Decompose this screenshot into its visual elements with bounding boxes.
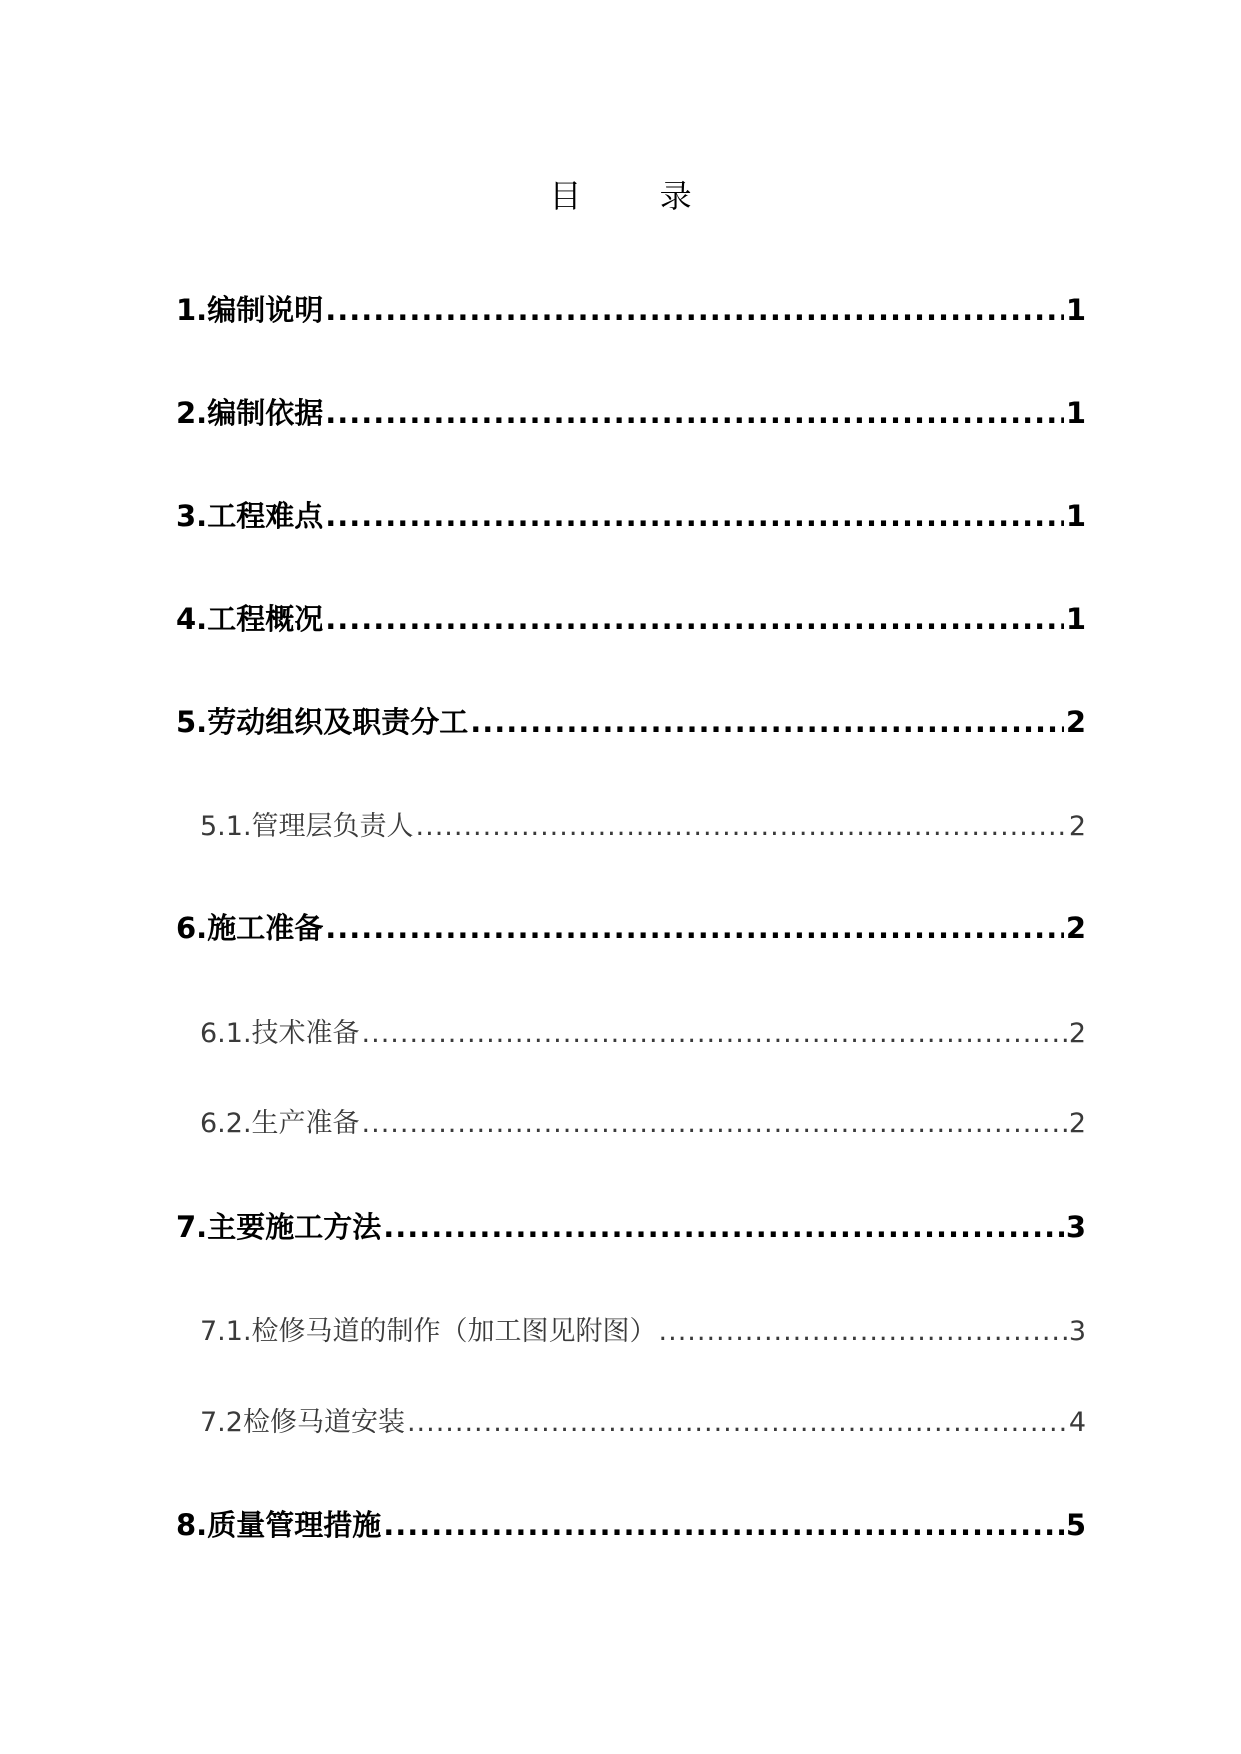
toc-page-number: 3 [1065,1210,1086,1244]
toc-entry-1[interactable] [176,288,1086,329]
toc-page-number: 2 [1068,811,1086,842]
toc-entry-label: 5.劳动组织及职责分工 [176,705,469,739]
toc-entry-label: 7.1.检修马道的制作（加工图见附图） [200,1316,657,1347]
dot-leader [407,1407,1067,1438]
toc-entry-label: 1.编制说明 [176,293,324,327]
toc-entry-label: 2.编制依据 [176,396,324,430]
toc-entry-3[interactable] [176,494,1086,535]
page-title: 目 录 [549,177,726,215]
toc-entry-label: 7.主要施工方法 [176,1210,382,1244]
dot-leader [659,1316,1067,1347]
toc-entry-label: 7.2检修马道安装 [200,1407,405,1438]
dot-leader [325,499,1064,533]
toc-entry-label: 3.工程难点 [176,499,324,533]
dot-leader [383,1508,1064,1542]
toc-entry-label: 4.工程概况 [176,602,324,636]
toc-page-number: 3 [1068,1316,1086,1347]
toc-entry-label: 6.1.技术准备 [200,1018,360,1049]
toc-entry-2[interactable] [176,391,1086,432]
toc-page-number: 2 [1068,1018,1086,1049]
dot-leader [325,911,1064,945]
toc-page-number: 4 [1068,1407,1086,1438]
dot-leader [383,1210,1064,1244]
dot-leader [362,1018,1067,1049]
toc-entry-5[interactable] [176,700,1086,741]
toc-entry-7-1[interactable] [200,1309,1086,1348]
toc-entry-8[interactable] [176,1503,1086,1544]
toc-entry-label: 6.2.生产准备 [200,1108,360,1139]
toc-entry-6[interactable] [176,906,1086,947]
dot-leader [362,1108,1067,1139]
toc-page-number: 2 [1065,705,1086,739]
toc-entry-label: 8.质量管理措施 [176,1508,382,1542]
toc-entry-4[interactable] [176,597,1086,638]
toc-entry-6-2[interactable] [200,1101,1086,1140]
toc-entry-7-2[interactable] [200,1400,1086,1439]
dot-leader [325,602,1064,636]
toc-entry-label: 5.1.管理层负责人 [200,811,414,842]
toc-page-number: 1 [1065,293,1086,327]
toc-entry-6-1[interactable] [200,1011,1086,1050]
dot-leader [325,293,1064,327]
toc-page-number: 2 [1068,1108,1086,1139]
dot-leader [416,811,1067,842]
toc-page-number: 1 [1065,602,1086,636]
dot-leader [325,396,1064,430]
toc-entry-7[interactable] [176,1205,1086,1246]
toc-entry-5-1[interactable] [200,804,1086,843]
toc-page-number: 5 [1065,1508,1086,1542]
dot-leader [470,705,1064,739]
toc-page-number: 1 [1065,396,1086,430]
toc-page-number: 2 [1065,911,1086,945]
toc-entry-label: 6.施工准备 [176,911,324,945]
toc-page-number: 1 [1065,499,1086,533]
